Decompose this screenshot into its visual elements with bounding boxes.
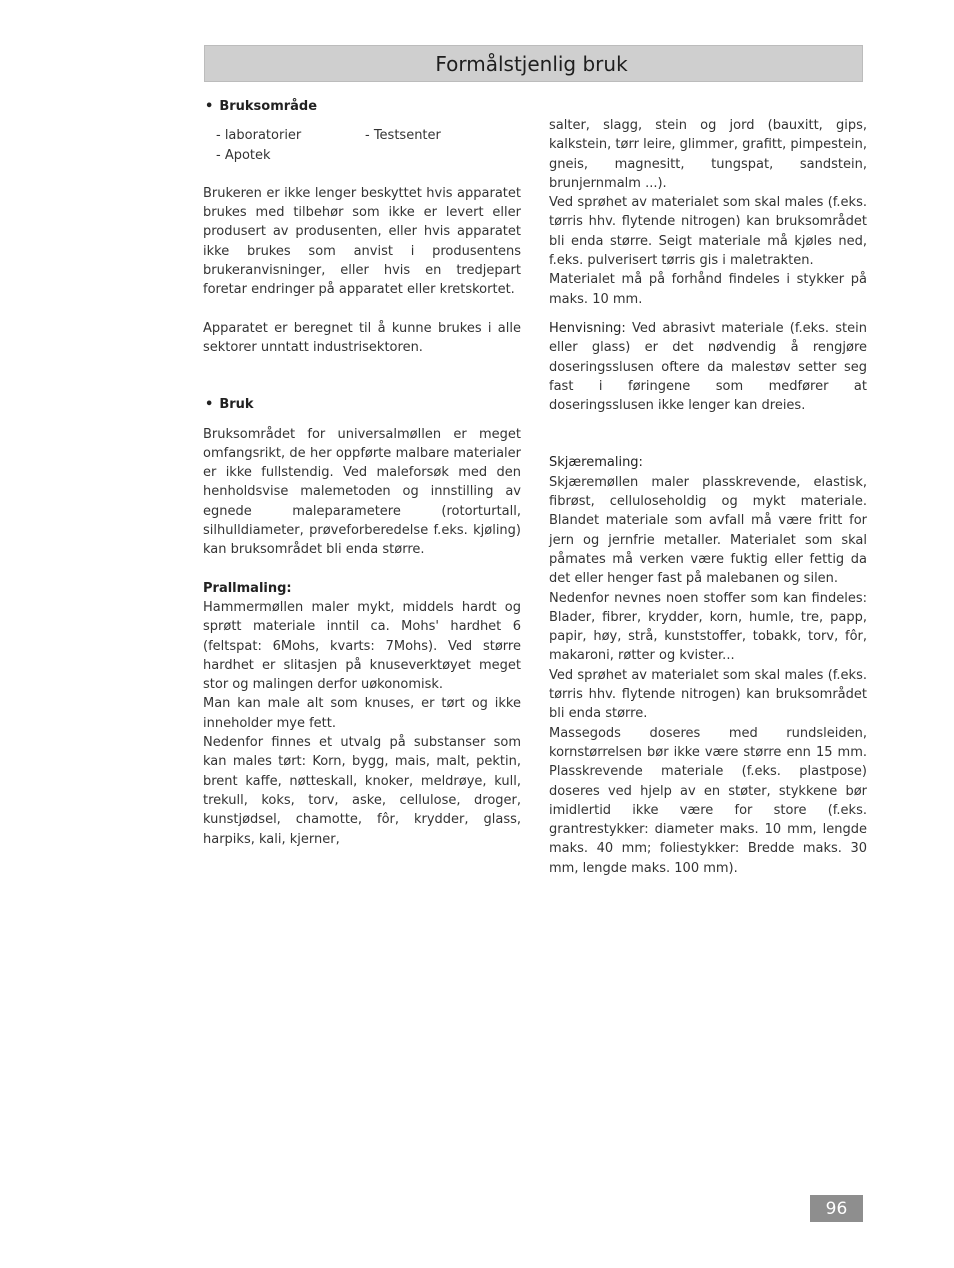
heading-label: Bruksområde xyxy=(219,99,318,114)
paragraph: Bruksområdet for universalmøllen er meget omfangsrikt, de her oppførte malbare materialer er ikke fullstendig. Ved maleforsøk med den henholdsvise malemetoden og innstilling av egnede maleparametere (rotorturtall, silhulldiameter, prøveforberedelse f.eks. kjøling) kan bruksområdet bli enda større. xyxy=(203,426,521,558)
paragraph: Skjæremøllen maler plasskrevende, elastisk, fibrøst, celluloseholdig og mykt materiale. Blandet materiale som avfall må være fritt for jern og jernfrie metaller. Materialet som skal påmates må verken være fuktig eller fettig da det eller henger fast på malebanen og silen. xyxy=(549,474,867,587)
paragraph: Apparatet er beregnet til å kunne brukes i alle sektorer unntatt industrisektoren. xyxy=(203,320,521,355)
list-item: - Apotek xyxy=(216,147,271,163)
paragraph: Materialet må på forhånd findeles i stykker på maks. 10 mm. xyxy=(549,272,867,307)
list-item: - laboratorier xyxy=(216,128,302,144)
paragraph: Nedenfor finnes et utvalg på substanser som kan males tørt: Korn, bygg, mais, malt, pektin, brent kaffe, nøtteskall, knoker, meldrøye, kull, trekull, koks, torv, aske, cellulose, droger, kunstjødsel, chamotte, fôr, krydder, glass, harpiks, kali, kjerner, xyxy=(203,735,521,847)
paragraph: Ved sprøhet av materialet som skal males (f.eks. tørris hhv. flytende nitrogen) kan bruksområdet bli enda større. Seigt materiale må kjøles ned, f.eks. pulverisert tørris gis i maletrakten. xyxy=(549,195,867,269)
paragraph: Brukeren er ikke lenger beskyttet hvis apparatet brukes med tilbehør som ikke er levert eller produsert av produsenten, eller hvis apparatet ikke brukes som anvist i produsentens brukeranvisninger, eller hvis en tredjepart foretar endringer på apparatet eller kretskortet. xyxy=(203,185,521,298)
section-heading-bruk xyxy=(203,395,521,414)
paragraph: Massegods doseres med rundsleiden, kornstørrelsen bør ikke være større enn 15 mm. Plasskrevende materiale (f.eks. plastpose) doseres ved hjelp av en støter, stykkene bør imidlertid ikke være for store (f.eks. grantrestykker: diameter maks. 10 mm, lengde maks. 40 mm; foliestykker: Bredde maks. 30 mm, lengde maks. 100 mm). xyxy=(549,725,867,876)
paragraph: salter, slagg, stein og jord (bauxitt, gips, kalkstein, tørr leire, glimmer, grafitt, pimpestein, gneis, magnesitt, tungspat, sandstein, brunjernmalm ...). xyxy=(549,118,867,191)
left-column xyxy=(203,97,521,849)
bullet-icon: • xyxy=(205,99,214,114)
page-title: Formålstjenlig bruk xyxy=(435,51,628,76)
subheading-prallmaling: Prallmaling: xyxy=(203,580,292,596)
note-text: Ved abrasivt materiale (f.eks. stein eller glass) er det nødvendig å rengjøre doseringsslusen oftere da malestøv setter seg fast i føringene som medfører at doseringsslusen ikke lenger kan dreies. xyxy=(549,320,867,414)
page-number: 96 xyxy=(810,1195,863,1222)
paragraph: Hammermøllen maler mykt, middels hardt og sprøtt materiale inntil ca. Mohs' hardhet 6 (feltspat: 6Mohs, kvarts: 7Mohs). Ved større hardhet er slitasjen på knuseverktøyet meget stor og malingen derfor uøkonomisk. xyxy=(203,599,521,693)
note-label: Henvisning: xyxy=(549,320,626,336)
application-range-list xyxy=(216,126,521,165)
bullet-icon: • xyxy=(205,397,214,413)
heading-label: Bruk xyxy=(219,397,254,413)
subheading-skjaeremaling: Skjæremaling: xyxy=(549,455,643,471)
right-column xyxy=(549,116,867,878)
page-title-bar xyxy=(204,45,863,82)
section-heading-bruksomrade xyxy=(203,97,521,116)
paragraph: Nedenfor nevnes noen stoffer som kan findeles: Blader, fibrer, krydder, korn, humle, tre, papp, papir, høy, strå, kunststoffer, tobakk, torv, fôr, makaroni, røtter og kvister... xyxy=(549,590,867,664)
list-item: - Testsenter xyxy=(365,128,441,144)
note-paragraph xyxy=(549,319,867,415)
paragraph: Ved sprøhet av materialet som skal males (f.eks. tørris hhv. flytende nitrogen) kan bruksområdet bli enda større. xyxy=(549,667,867,722)
paragraph: Man kan male alt som knuses, er tørt og ikke inneholder mye fett. xyxy=(203,696,521,731)
